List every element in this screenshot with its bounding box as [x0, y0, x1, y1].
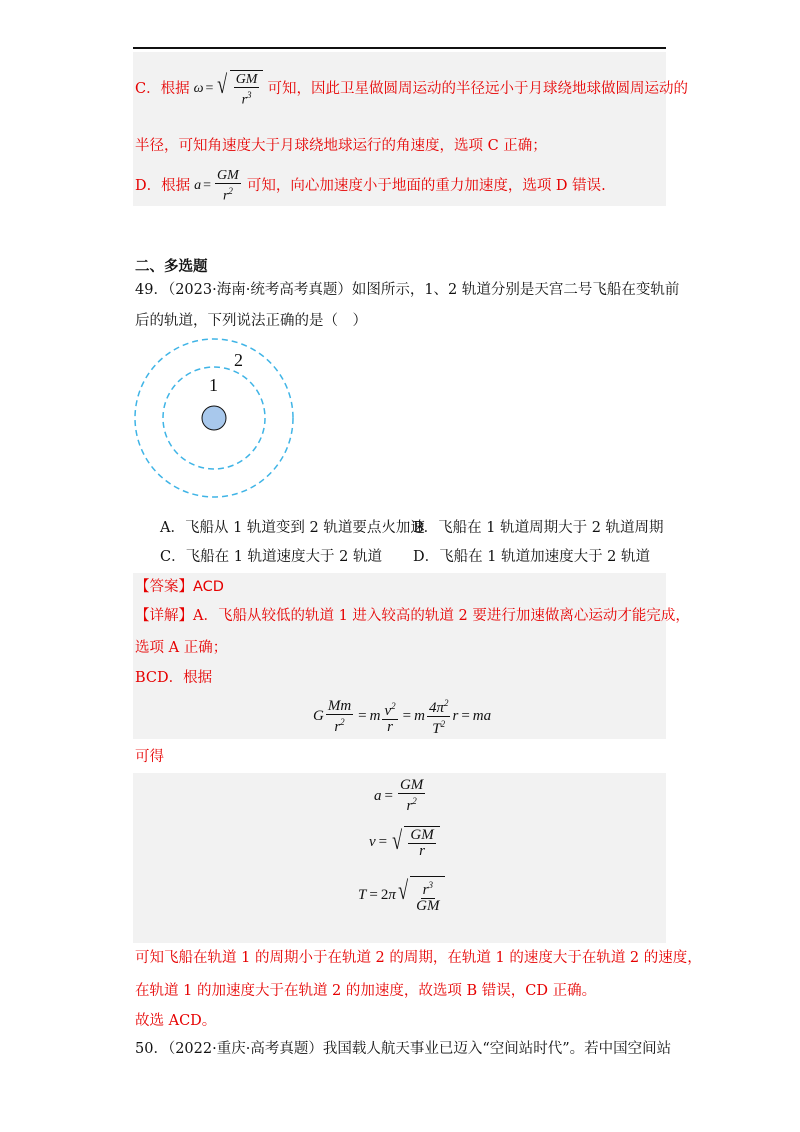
orbit-diagram [130, 335, 300, 505]
option-a: A．飞船从 1 轨道变到 2 轨道要点火加速 [160, 520, 425, 536]
option-c: C．飞船在 1 轨道速度大于 2 轨道 [160, 549, 382, 565]
prev-solution-c: C．根据 ω = √ $\frac{GM}{r^3}$ 可知，因此卫星做圆周运动的半径远小于月球绕地球做圆周运动的 [135, 70, 688, 108]
conclusion-line2: 在轨道 1 的加速度大于在轨道 2 的加速度，故选项 B 错误，CD 正确。 [135, 983, 597, 999]
q49-stem-line1: 49．（2023·海南·统考高考真题）如图所示，1、2 轨道分别是天宫二号飞船在变轨前 [135, 282, 680, 298]
answer [135, 577, 224, 597]
final-answer: 故选 ACD。 [135, 1013, 217, 1029]
section-title: 二、多选题 [135, 259, 208, 275]
prev-solution-d: D．根据 a = $\frac{GM}{r^2}$ 可知，向心加速度小于地面的重力加速度，选项 D 错误. [135, 168, 606, 204]
planet [202, 406, 226, 430]
header-rule [133, 47, 666, 49]
q50-stem-line1: 50．（2022·重庆·高考真题）我国载人航天事业已迈入“空间站时代”。若中国空间站 [135, 1041, 672, 1057]
formula-v: v = √ $\frac{GM}{r}$ [369, 826, 440, 859]
prev-solution-c-cont: 半径，可知角速度大于月球绕地球运行的角速度，选项 C 正确； [135, 138, 547, 154]
option-b: B．飞船在 1 轨道周期大于 2 轨道周期 [413, 520, 664, 536]
detail-line2: 选项 A 正确； [135, 640, 228, 656]
conclusion-line1: 可知飞船在轨道 1 的周期小于在轨道 2 的周期，在轨道 1 的速度大于在轨道 2 的速度， [135, 950, 702, 966]
q49-stem-line2: 后的轨道，下列说法正确的是（ ） [135, 313, 367, 329]
detail-line1: 【详解】A．飞船从较低的轨道 1 进入较高的轨道 2 要进行加速做离心运动才能完成， [135, 608, 690, 624]
keyi-text: 可得 [135, 749, 164, 765]
bcd-text: BCD．根据 [135, 670, 213, 686]
answer-value: ACD [193, 579, 224, 595]
orbit-label-2: 2 [234, 350, 243, 370]
formula-t: T = 2 π √ $\frac{r^3}{GM}$ [358, 876, 445, 914]
answer-label: 【答案】 [135, 579, 193, 595]
option-d: D．飞船在 1 轨道加速度大于 2 轨道 [413, 549, 651, 565]
gravitation-equation: G $\frac{Mm}{r^2}$ = m $\frac{v^2}{r}$ = m $\frac{4\pi^2}{T^2}$ r = ma [313, 697, 492, 737]
orbit-label-1: 1 [209, 375, 218, 395]
formula-a: a = $\frac{GM}{r^2}$ [374, 777, 424, 814]
